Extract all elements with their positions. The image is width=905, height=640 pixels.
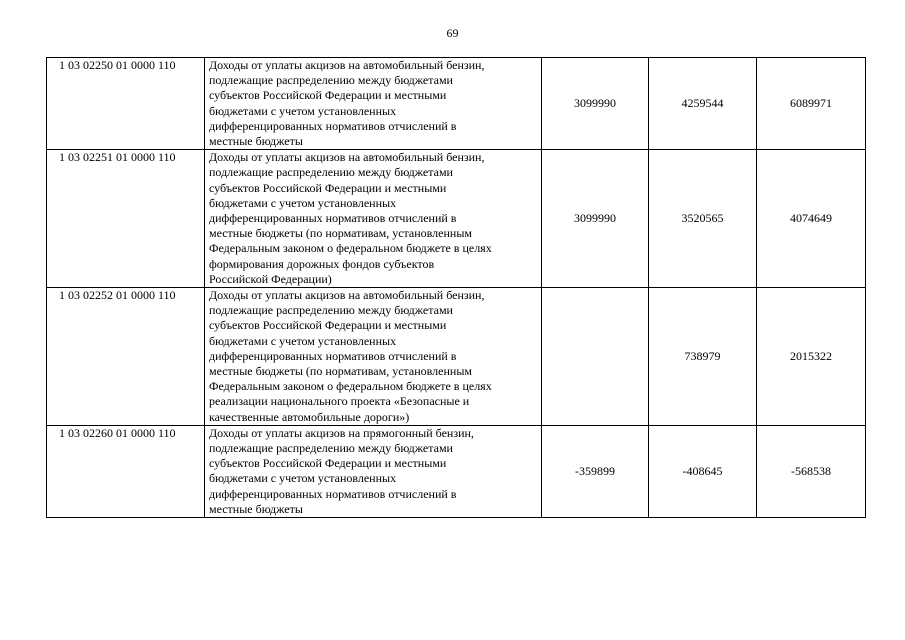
revenue-table: [46, 57, 866, 518]
description-line: формирования дорожных фондов субъектов: [209, 256, 435, 271]
description-line: подлежащие распределению между бюджетами: [209, 73, 453, 88]
description-line: дифференцированных нормативов отчислений в: [209, 211, 457, 226]
description-line: подлежащие распределению между бюджетами: [209, 303, 453, 318]
description-line: подлежащие распределению между бюджетами: [209, 441, 453, 456]
amount-year-3: [757, 288, 866, 426]
amount-value: 2015322: [790, 348, 832, 363]
description-line: качественные автомобильные дороги»): [209, 409, 410, 424]
description-line: Доходы от уплаты акцизов на автомобильный бензин,: [209, 58, 485, 72]
description-line: субъектов Российской Федерации и местными: [209, 456, 447, 471]
description-line: местные бюджеты: [209, 134, 303, 149]
amount-value: 738979: [684, 348, 721, 363]
amount-value: 6089971: [790, 96, 832, 110]
amount-year-2: [649, 425, 757, 517]
description-line: реализации национального проекта «Безопасные и: [209, 394, 470, 409]
amount-year-3: [757, 150, 866, 288]
description-line: Российской Федерации): [209, 271, 332, 286]
description-line: Федеральным законом о федеральном бюджете в целях: [209, 241, 492, 256]
amount-year-3: [757, 425, 866, 517]
description-line: субъектов Российской Федерации и местными: [209, 318, 447, 333]
page-number: 69: [446, 26, 459, 40]
budget-code: 1 03 02250 01 0000 110: [47, 58, 205, 150]
description-line: Федеральным законом о федеральном бюджете в целях: [209, 379, 492, 394]
amount-year-1: [542, 288, 649, 426]
description-line: местные бюджеты: [209, 501, 303, 516]
revenue-description: [205, 425, 542, 517]
amount-year-1: [542, 58, 649, 150]
amount-year-3: [757, 58, 866, 150]
budget-code: 1 03 02260 01 0000 110: [47, 425, 205, 517]
amount-year-1: [542, 425, 649, 517]
budget-code: 1 03 02252 01 0000 110: [47, 288, 205, 426]
table-row: [47, 58, 866, 150]
amount-value: 4074649: [790, 211, 832, 226]
description-line: бюджетами с учетом установленных: [209, 195, 397, 210]
table-row: [47, 288, 866, 426]
amount-year-1: [542, 150, 649, 288]
description-line: дифференцированных нормативов отчислений в: [209, 348, 457, 363]
amount-year-2: [649, 288, 757, 426]
description-line: субъектов Российской Федерации и местными: [209, 88, 447, 103]
description-line: бюджетами с учетом установленных: [209, 333, 397, 348]
amount-value: -408645: [682, 463, 723, 478]
description-line: Доходы от уплаты акцизов на автомобильный бензин,: [209, 150, 485, 165]
amount-year-2: [649, 58, 757, 150]
table-row: [47, 150, 866, 288]
description-line: Доходы от уплаты акцизов на автомобильный бензин,: [209, 288, 485, 303]
amount-value: -359899: [575, 463, 615, 478]
amount-value: 3099990: [574, 96, 616, 110]
revenue-description: [205, 58, 542, 150]
budget-code: 1 03 02251 01 0000 110: [47, 150, 205, 288]
description-line: Доходы от уплаты акцизов на прямогонный бензин,: [209, 425, 474, 440]
description-line: подлежащие распределению между бюджетами: [209, 165, 453, 180]
description-line: местные бюджеты (по нормативам, установленным: [209, 364, 472, 379]
description-line: бюджетами с учетом установленных: [209, 103, 397, 118]
description-line: бюджетами с учетом установленных: [209, 471, 397, 486]
description-line: субъектов Российской Федерации и местными: [209, 180, 447, 195]
revenue-description: [205, 150, 542, 288]
description-line: местные бюджеты (по нормативам, установленным: [209, 226, 472, 241]
amount-value: 4259544: [681, 96, 724, 110]
amount-value: 3520565: [681, 211, 724, 226]
table-row: [47, 425, 866, 517]
description-line: дифференцированных нормативов отчислений в: [209, 118, 457, 133]
amount-value: 3099990: [574, 211, 616, 226]
description-line: дифференцированных нормативов отчислений в: [209, 486, 457, 501]
revenue-description: [205, 288, 542, 426]
amount-value: -568538: [791, 463, 831, 478]
amount-year-2: [649, 150, 757, 288]
